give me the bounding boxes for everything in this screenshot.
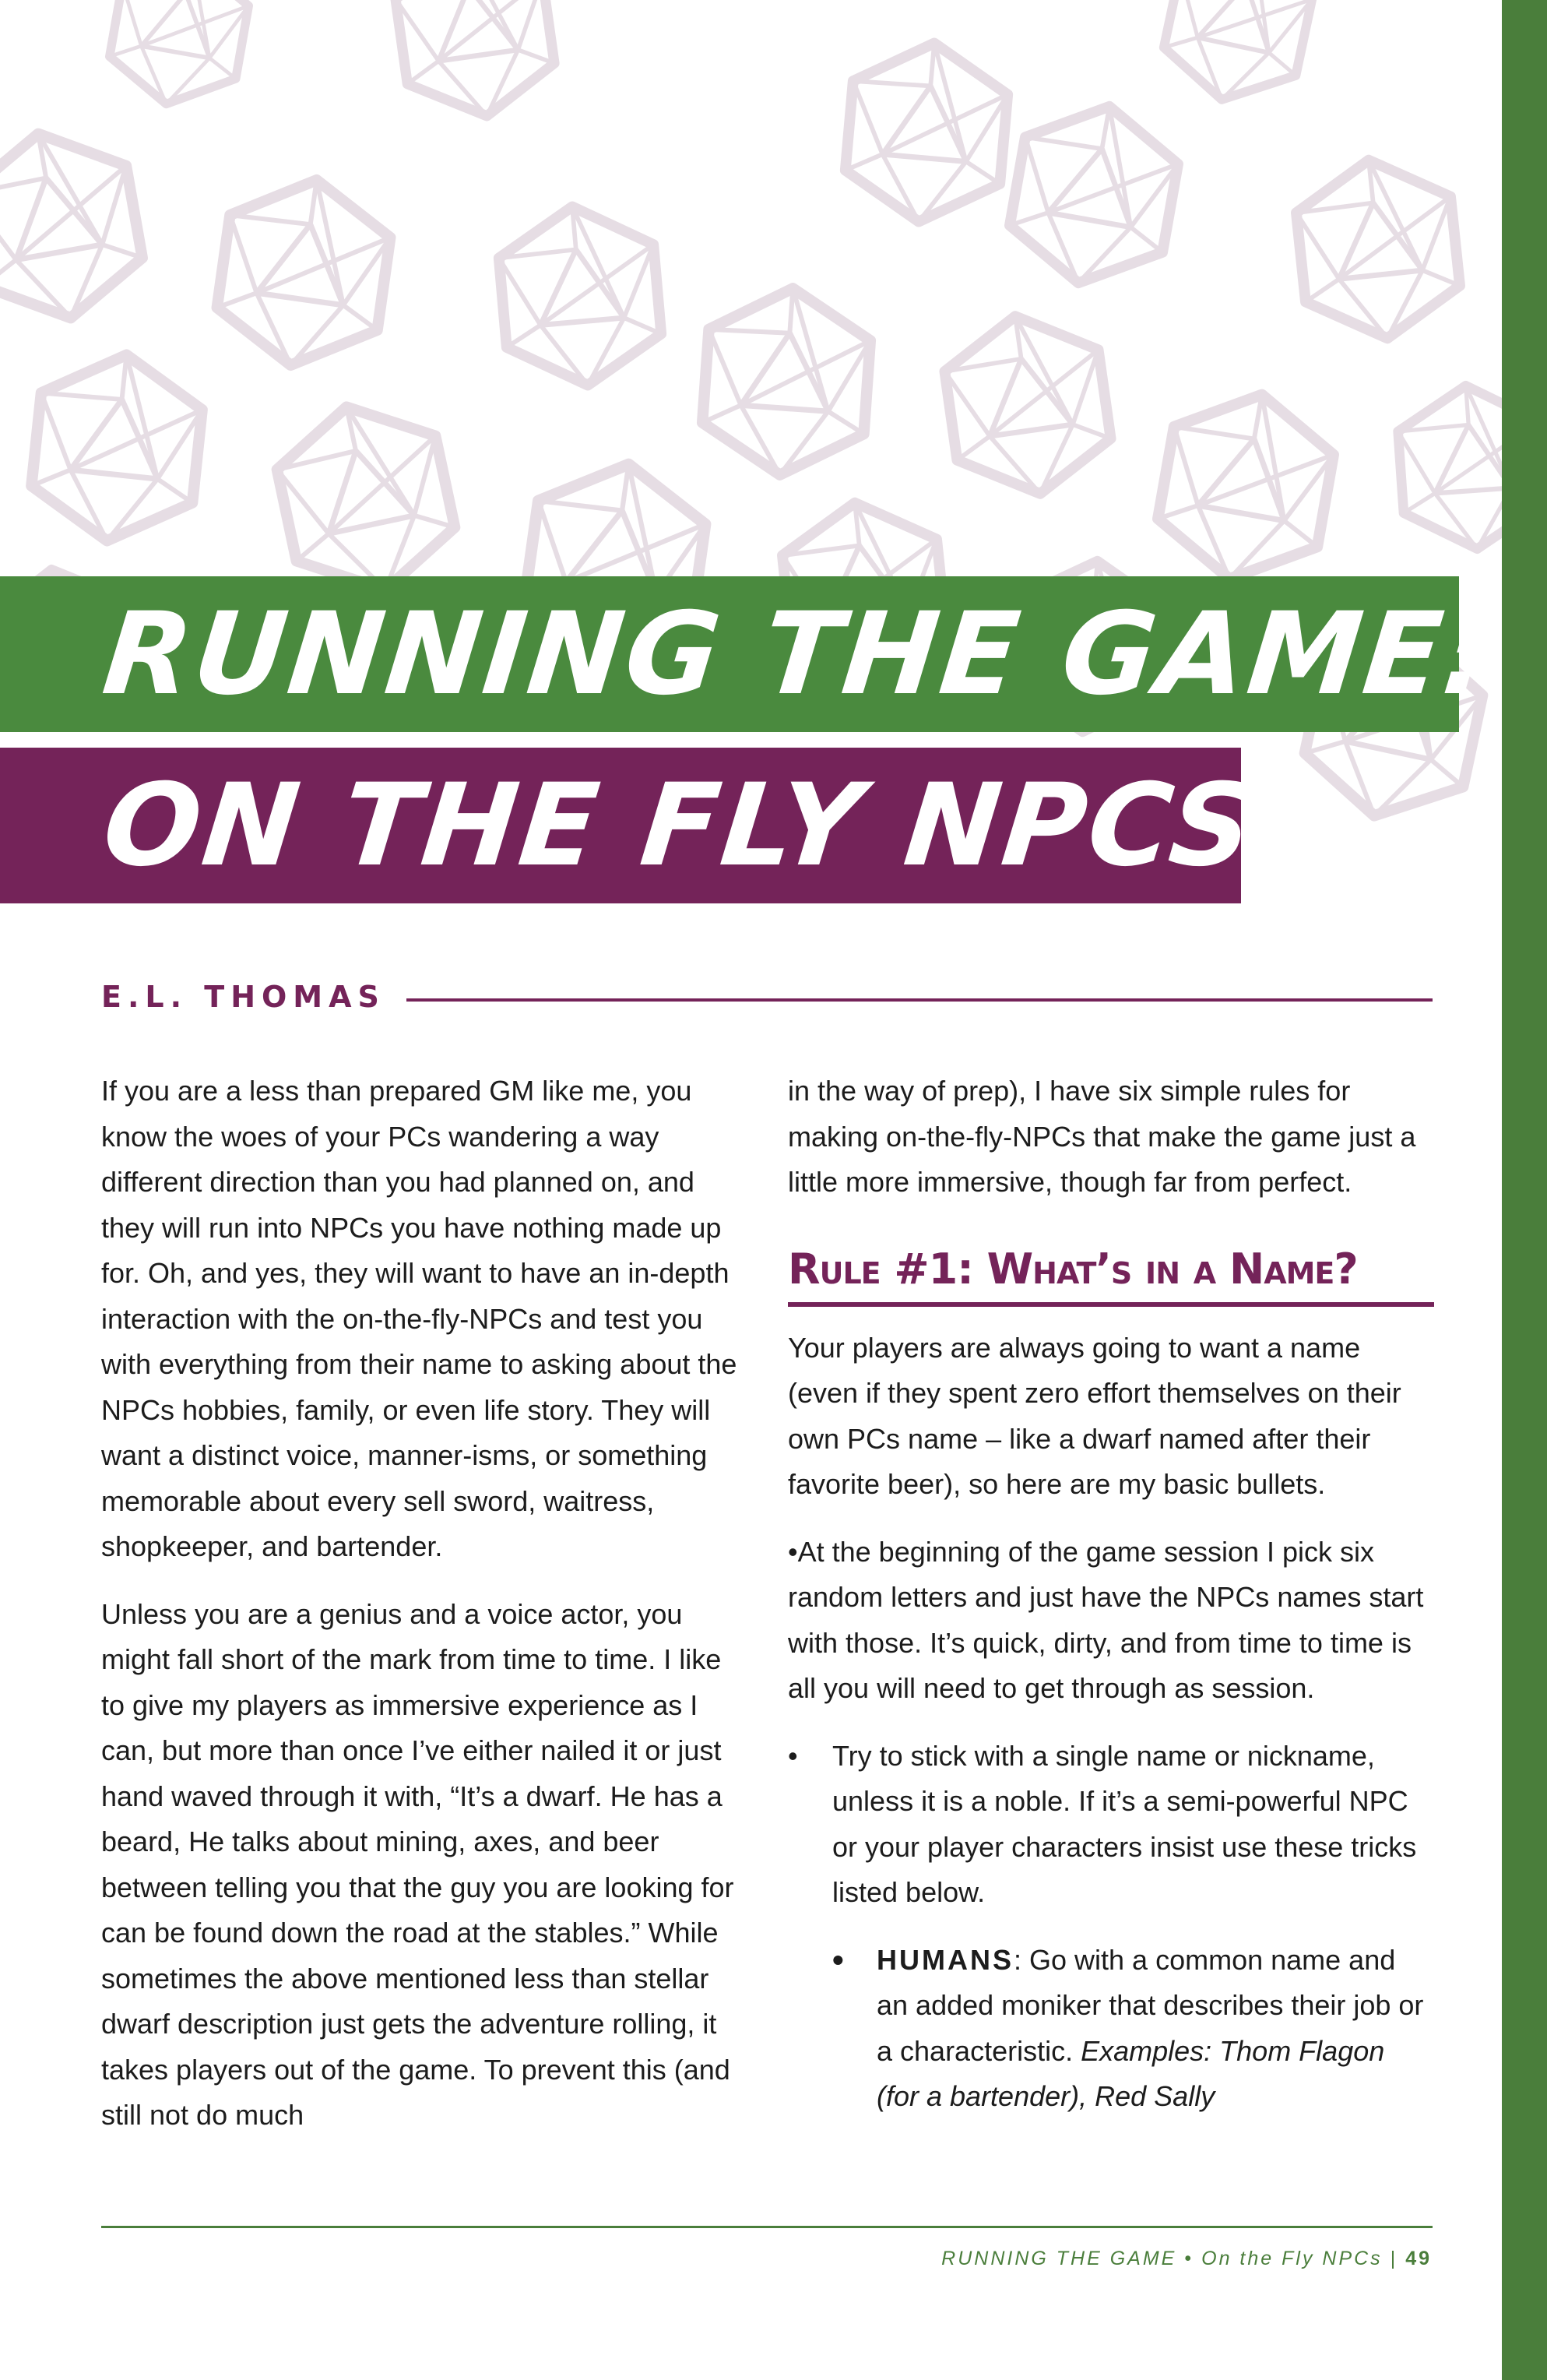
author-name: E.L. THOMAS <box>101 980 385 1014</box>
d20-die-icon <box>699 283 874 481</box>
right-column <box>788 1069 1434 2120</box>
footer-section: RUNNING THE GAME <box>941 2248 1177 2269</box>
bullet-marker: • <box>788 1739 798 1772</box>
d20-die-icon <box>389 0 560 126</box>
list-item <box>788 1734 1434 1916</box>
d20-die-icon <box>267 390 464 607</box>
author-divider <box>406 998 1433 1002</box>
section-heading: Rule #1: What’s in a Name? <box>788 1241 1434 1307</box>
d20-die-icon <box>938 305 1116 504</box>
page-title-line-2: ON THE FLY NPCS <box>97 759 1262 892</box>
d20-die-icon <box>1150 381 1341 593</box>
d20-die-icon <box>842 37 1011 228</box>
left-column <box>101 1069 747 2160</box>
side-accent-bar <box>1502 0 1547 2380</box>
list-item-examples: Examples: Thom Flagon (for a bartender), Red Sally <box>877 2034 1385 2112</box>
running-footer <box>941 2243 1432 2274</box>
d20-die-icon <box>1155 0 1320 114</box>
list-term: HUMANS <box>877 1943 1014 1976</box>
footer-separator: • <box>1184 2248 1194 2269</box>
d20-die-icon <box>495 200 665 392</box>
body-paragraph: If you are a less than prepared GM like me, you know the woes of your PCs wandering a way different direction than you had planned on, and they will run into NPCs you have nothing made up for. Oh, and yes, they will want to have an in-depth interaction with the on-the-fly-NPCs and test you with everything from their name to asking about the NPCs hobbies, family, or even life story. They will want a distinct voice, manner-isms, or something memorable about every sell sword, waitress, shopkeeper, and bartender. <box>101 1075 737 1562</box>
d20-die-icon <box>1292 152 1464 347</box>
footer-pipe: | <box>1390 2248 1398 2269</box>
body-paragraph: •At the beginning of the game session I pick six random letters and just have the NPCs names start with those. It’s quick, dirty, and from time to time is all you will need to get through as session. <box>788 1535 1424 1704</box>
title-banner-purple <box>0 748 1262 903</box>
footer-subsection: On the Fly NPCs <box>1201 2248 1383 2269</box>
d20-die-icon <box>1002 93 1186 296</box>
page-title-line-1: RUNNING THE GAME: <box>97 588 1500 720</box>
list-item-text: Try to stick with a single name or nickname, unless it is a noble. If it’s a semi-powerful NPC or your player characters insist use these tricks listed below. <box>832 1739 1417 1908</box>
page-number: 49 <box>1405 2248 1432 2269</box>
sub-list-item <box>788 1938 1434 2120</box>
d20-die-icon <box>210 169 396 377</box>
body-paragraph-continuation: in the way of prep), I have six simple rules for making on-the-fly-NPCs that make the game just a little more immersive, though far from perfect. <box>788 1075 1416 1198</box>
d20-die-icon <box>26 347 207 549</box>
d20-die-icon <box>103 0 255 115</box>
list-item-text: : Go with a common name and an added moniker that describes their job or a characteristic. <box>877 1943 1424 2067</box>
body-paragraph: Your players are always going to want a name (even if they spent zero effort themselves on their own PCs name – like a dwarf named after their favorite beer), so here are my basic bullets. <box>788 1331 1401 1500</box>
d20-die-icon <box>0 120 150 332</box>
title-banner-green <box>0 576 1500 732</box>
footer-divider <box>101 2226 1433 2228</box>
bullet-marker: • <box>832 1941 844 1978</box>
body-paragraph: Unless you are a genius and a voice actor, you might fall short of the mark from time to time. I like to give my players as immersive experience as I can, but more than once I’ve either nailed it or just hand waved through it with, “It’s a dwarf. He has a beard, He talks about mining, axes, and beer between telling you that the guy you are looking for can be found down the road at the stables.” While sometimes the above mentioned less than stellar dwarf description just gets the adventure rolling, it takes players out of the game. To prevent this (and still not do much <box>101 1597 734 2131</box>
author-byline <box>101 977 1433 1024</box>
